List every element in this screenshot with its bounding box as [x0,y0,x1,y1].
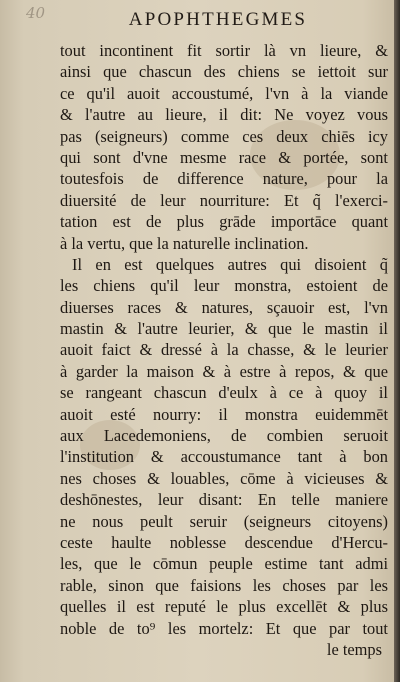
text-line: ceste haulte noblesse descendue d'Hercu- [60,532,388,552]
text-line: quelles il est reputé le plus excellēt & plus [60,597,388,617]
text-line: deshōnestes, leur disant: En telle maniere [60,490,388,510]
text-line: se rangeant chascun d'eulx à ce à quoy il [60,383,388,403]
text-line: mastin & l'autre leurier, & que le mastin il [60,319,388,339]
text-line: les chiens qu'il leur monstra, estoient de [60,276,388,296]
text-line: tation est de plus grāde importāce quant [60,212,388,232]
text-line: ainsi que chascun des chiens se iettoit sur [60,62,388,82]
text-line: auoit esté nourry: il monstra euidemmēt [60,404,388,424]
text-line: ce qu'il auoit accoustumé, l'vn à la viande [60,83,388,103]
text-line: Il en est quelques autres qui disoient q̃ [72,254,388,274]
catchword: le temps [326,639,382,659]
text-line: rable, sinon que faisions les choses par les [60,575,388,595]
text-line: & l'autre au lieure, il dit: Ne voyez vous [60,105,388,125]
text-line: ne nous peult seruir (seigneurs citoyens) [60,511,388,531]
text-line: l'institution & accoustumance tant à bon [60,447,388,467]
text-line: à la vertu, que la naturelle inclination. [60,233,309,253]
body-text [60,40,388,660]
text-line: pas (seigneurs) comme ces deux chiēs icy [60,126,388,146]
text-line: qui sont d'vne mesme race & portée, sont [60,147,388,167]
text-line: nes choses & louables, cōme à vicieuses & [60,468,388,488]
text-line: noble de to⁹ les mortelz: Et que par tout [60,618,388,638]
book-gutter-shadow [394,0,400,682]
running-head: APOPHTHEGMES [128,9,308,30]
text-line: à garder la maison & à estre à repos, & que [60,361,388,381]
text-line: auoit faict & dressé à la chasse, & le leurier [60,340,388,360]
text-line: les, que le cōmun peuple estime tant admi [60,554,388,574]
text-line: diuersité de leur nourriture: Et q̃ l'exerci- [60,190,388,210]
text-line: toutesfois de difference nature, pour la [60,169,388,189]
text-line: aux Lacedemoniens, de combien seruoit [60,426,388,446]
text-line: tout incontinent fit sortir là vn lieure, & [60,41,388,60]
text-line: diuerses races & natures, sçauoir est, l'vn [60,297,388,317]
page-number: 40 [26,4,46,22]
